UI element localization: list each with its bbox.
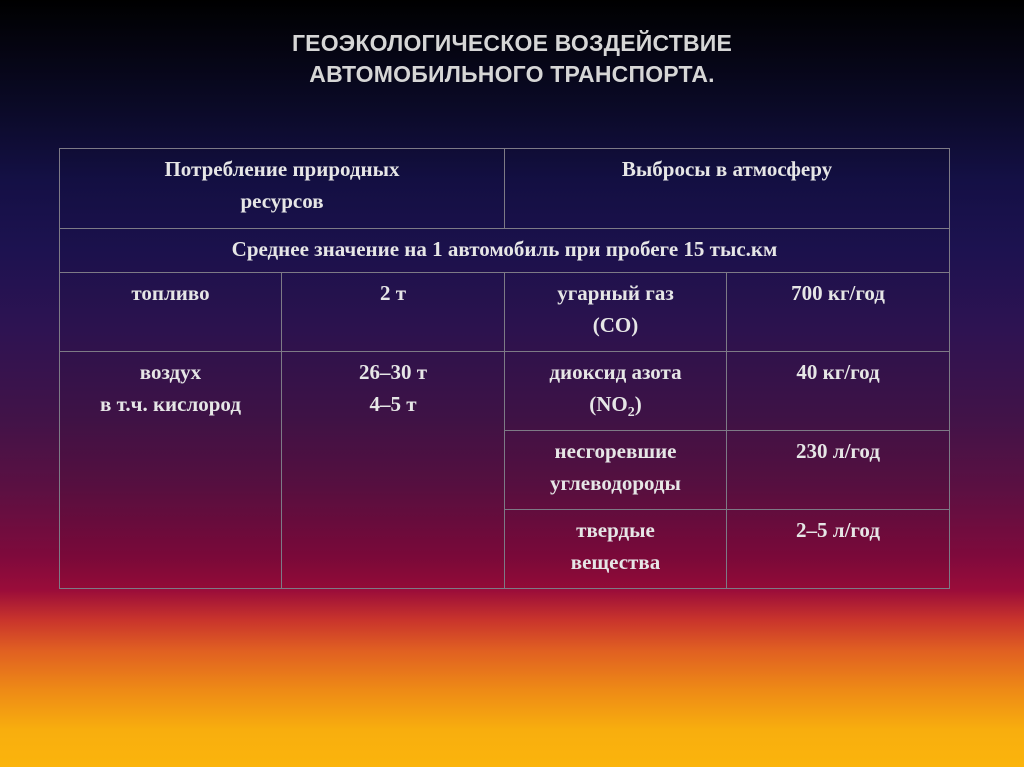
no2-gas — [505, 352, 727, 431]
no2-prefix: (NO — [589, 392, 628, 416]
subheader-cell: Среднее значение на 1 автомобиль при пробеге 15 тыс.км — [60, 229, 950, 273]
co-gas-line2: (CO) — [592, 313, 639, 337]
hydrocarbons-gas-line2: углеводороды — [550, 471, 681, 495]
title-line-2: АВТОМОБИЛЬНОГО ТРАНСПОРТА. — [309, 61, 715, 87]
no2-subscript: 2 — [627, 405, 635, 421]
impact-table — [59, 148, 950, 589]
subheader-row — [60, 229, 950, 273]
air-resource — [60, 352, 282, 589]
no2-gas-line2 — [513, 388, 718, 420]
no2-gas-line1: диоксид азота — [549, 360, 682, 384]
solids-gas-line1: твердые — [576, 518, 655, 542]
fuel-resource: топливо — [60, 273, 282, 352]
header-consumption-line1: Потребление природных — [164, 157, 400, 181]
air-amount — [282, 352, 505, 589]
hydrocarbons-gas-line1: несгоревшие — [554, 439, 677, 463]
hydrocarbons-rate: 230 л/год — [727, 431, 950, 510]
header-row — [60, 149, 950, 229]
co-gas-line1: угарный газ — [557, 281, 674, 305]
fuel-amount: 2 т — [282, 273, 505, 352]
solids-gas-line2: вещества — [570, 550, 661, 574]
header-consumption-line2: ресурсов — [240, 189, 324, 213]
air-amount-line2: 4–5 т — [369, 392, 417, 416]
header-consumption — [60, 149, 505, 229]
co-rate: 700 кг/год — [727, 273, 950, 352]
no2-suffix: ) — [634, 392, 642, 416]
solids-rate: 2–5 л/год — [727, 510, 950, 589]
header-emissions: Выбросы в атмосферу — [505, 149, 950, 229]
title-line-1: ГЕОЭКОЛОГИЧЕСКОЕ ВОЗДЕЙСТВИЕ — [291, 30, 733, 56]
table-row-fuel — [60, 273, 950, 352]
air-resource-line1: воздух — [139, 360, 202, 384]
table-row-nitrogen — [60, 352, 950, 431]
slide-title — [0, 28, 1024, 90]
no2-rate: 40 кг/год — [727, 352, 950, 431]
air-resource-line2: в т.ч. кислород — [100, 392, 241, 416]
air-amount-line1: 26–30 т — [358, 360, 428, 384]
solids-gas — [505, 510, 727, 589]
hydrocarbons-gas — [505, 431, 727, 510]
co-gas — [505, 273, 727, 352]
